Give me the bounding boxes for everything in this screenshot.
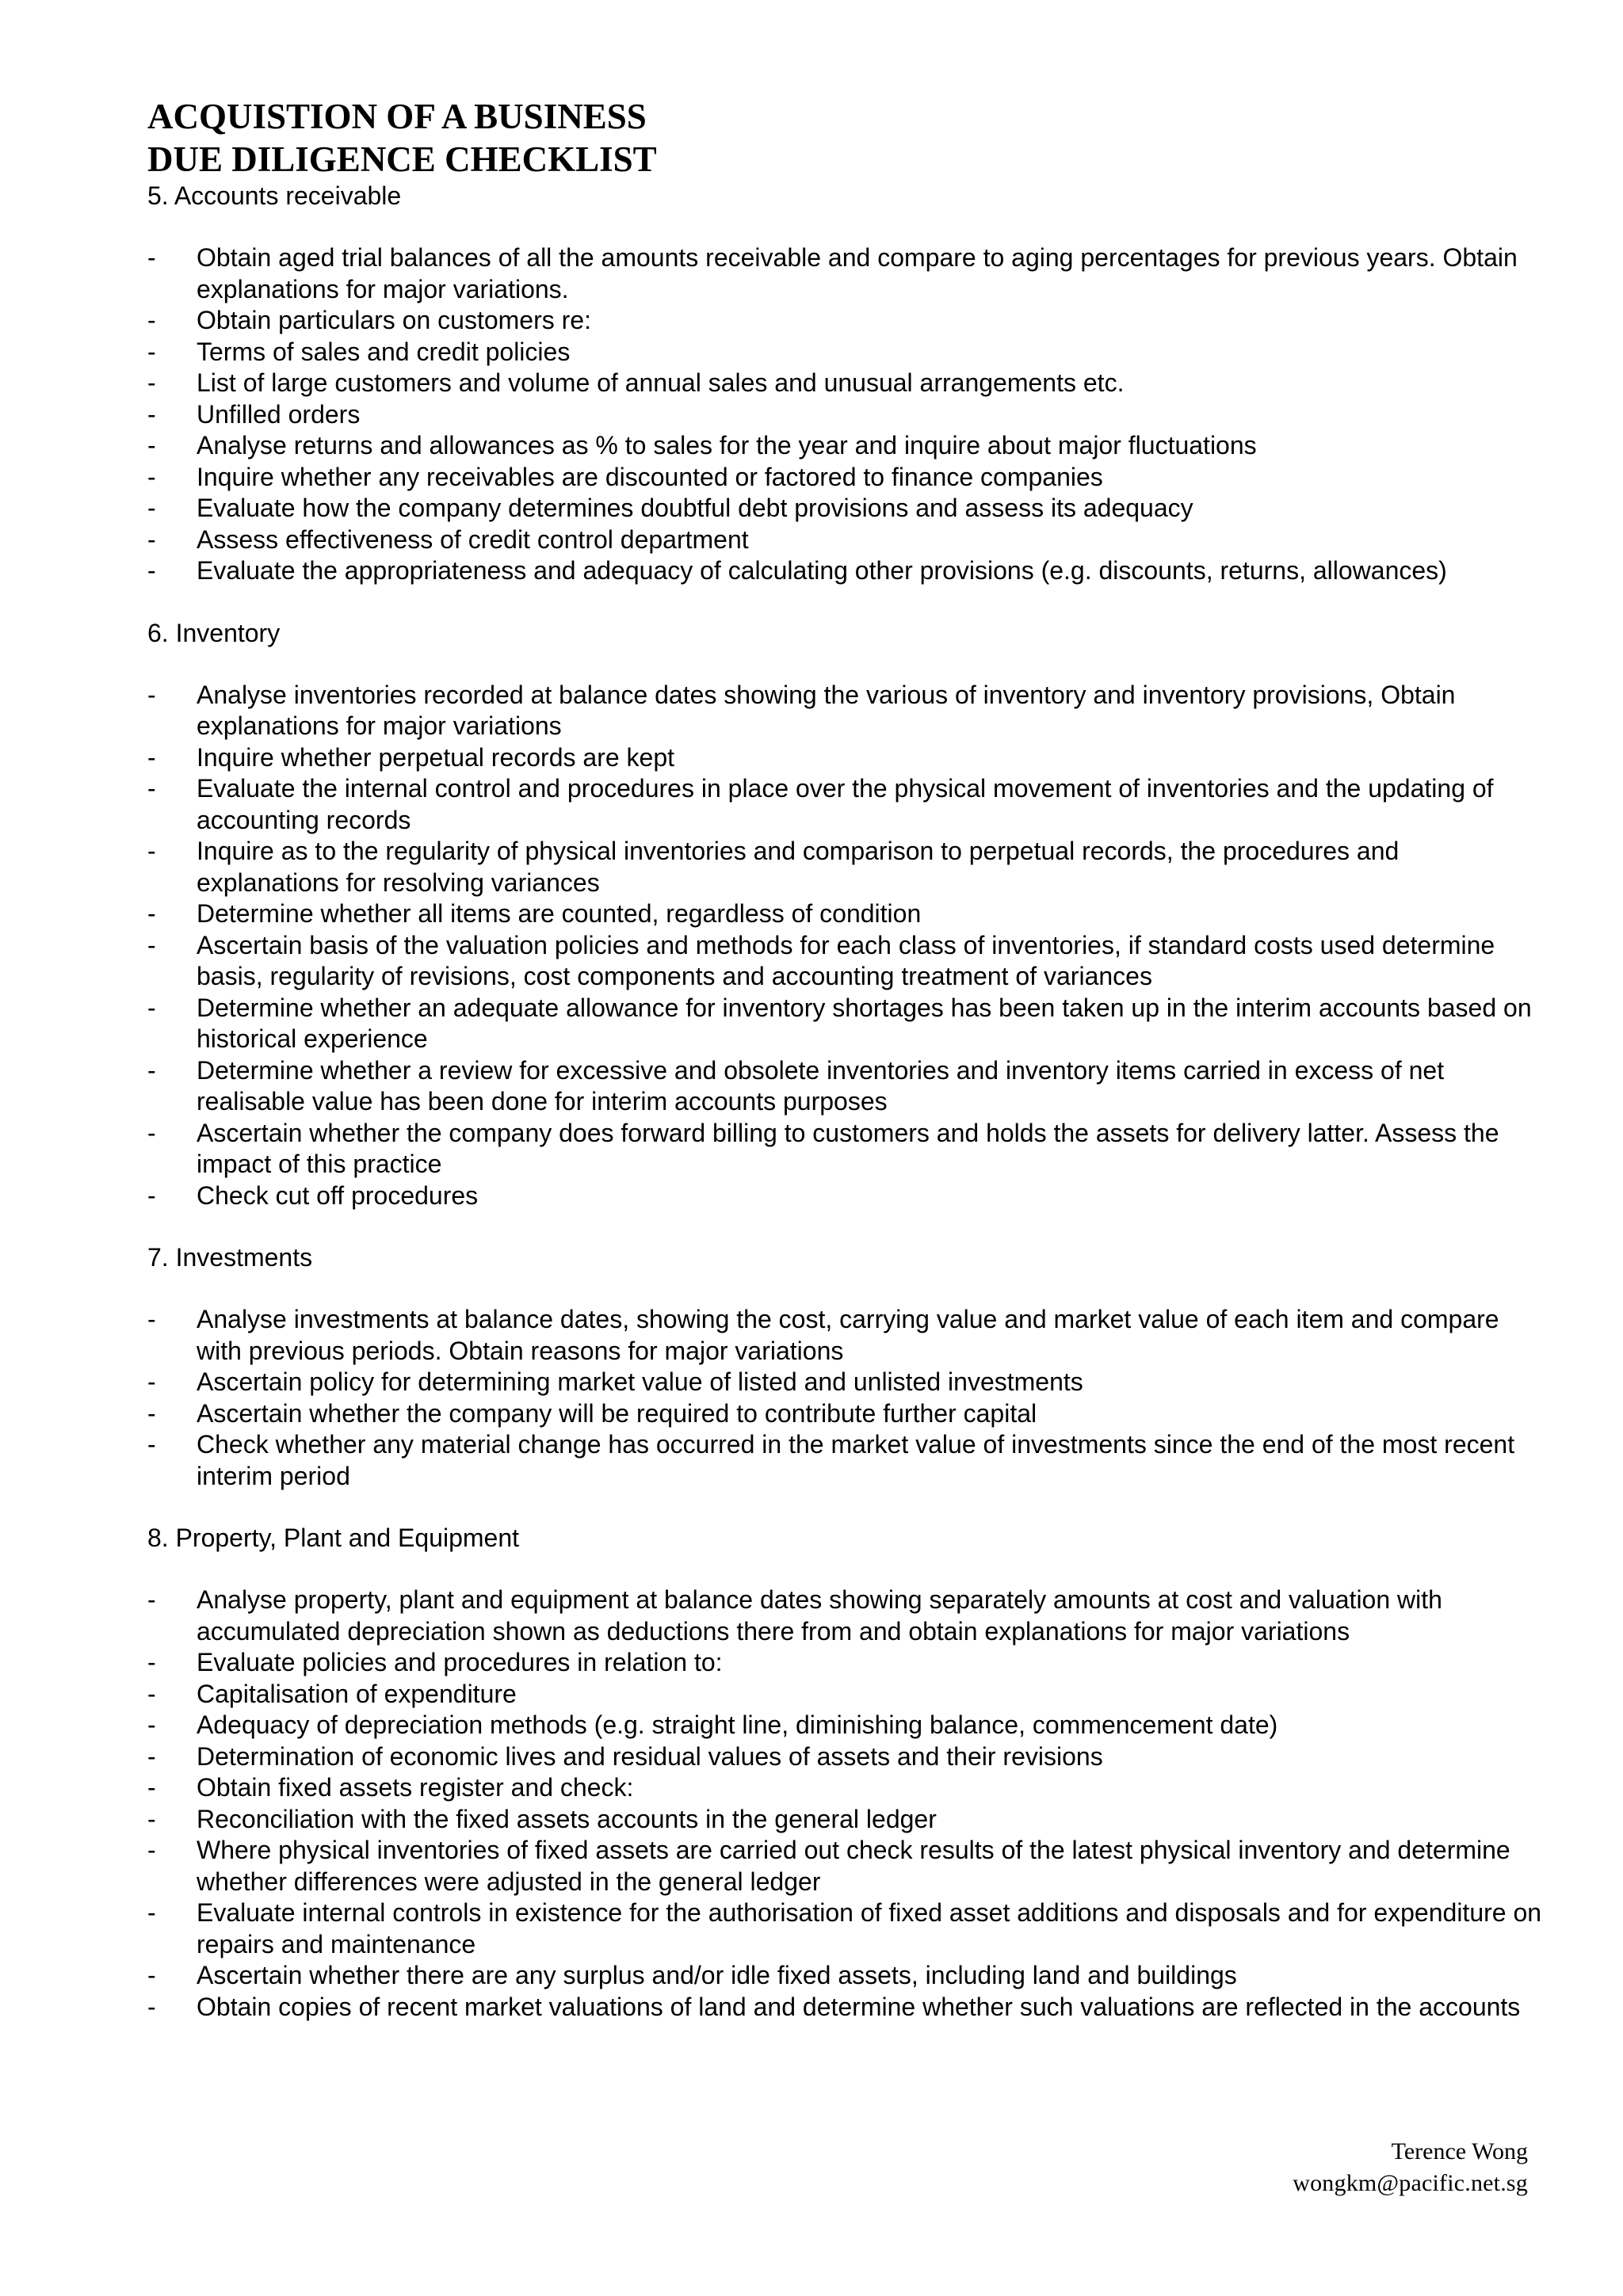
checklist-item bbox=[147, 493, 1542, 524]
bullet-dash: - bbox=[147, 368, 156, 397]
bullet-dash: - bbox=[147, 1055, 156, 1085]
checklist bbox=[147, 1585, 1542, 2023]
checklist-item bbox=[147, 1585, 1542, 1647]
section-heading: 5. Accounts receivable bbox=[147, 181, 402, 210]
checklist-item bbox=[147, 1429, 1542, 1492]
checklist-item-text: Evaluate how the company determines doubtful debt provisions and assess its adequacy bbox=[197, 494, 1193, 522]
checklist-item-text: Evaluate policies and procedures in relation to: bbox=[197, 1648, 723, 1676]
checklist-item-text: Obtain copies of recent market valuations of land and determine whether such valuations are reflected in the accounts bbox=[197, 1992, 1521, 2021]
section-heading: 6. Inventory bbox=[147, 618, 281, 647]
checklist-item-text: Ascertain whether the company will be required to contribute further capital bbox=[197, 1398, 1037, 1428]
bullet-dash: - bbox=[147, 1961, 156, 1989]
checklist-item bbox=[147, 1304, 1542, 1367]
bullet-dash: - bbox=[147, 930, 156, 959]
checklist-item-text: Analyse property, plant and equipment at balance dates showing separately amounts at cost and valuation with accumulated depreciation shown as deductions there from and obtain explanations for major variations bbox=[197, 1585, 1442, 1646]
checklist-item bbox=[147, 1835, 1542, 1897]
bullet-dash: - bbox=[147, 1836, 156, 1864]
checklist-item-text: Analyse inventories recorded at balance dates showing the various of inventory and inventory provisions, Obtain explanations for major variations bbox=[197, 680, 1456, 740]
checklist-item-text: Obtain aged trial balances of all the amounts receivable and compare to aging percentages for previous years. Obtain explanations for major variations. bbox=[197, 243, 1518, 303]
title-line-1: ACQUISTION OF A BUSINESS bbox=[147, 97, 647, 136]
checklist-item bbox=[147, 524, 1542, 556]
bullet-dash: - bbox=[147, 774, 156, 803]
bullet-dash: - bbox=[147, 899, 156, 928]
bullet-dash: - bbox=[147, 1992, 156, 2021]
bullet-dash: - bbox=[147, 1305, 156, 1333]
checklist-item-text: Terms of sales and credit policies bbox=[197, 337, 571, 366]
bullet-dash: - bbox=[147, 524, 156, 554]
checklist-item bbox=[147, 1960, 1542, 1992]
bullet-dash: - bbox=[147, 993, 156, 1022]
checklist-item bbox=[147, 305, 1542, 337]
bullet-dash: - bbox=[147, 1898, 156, 1927]
checklist-item bbox=[147, 773, 1542, 836]
bullet-dash: - bbox=[147, 742, 156, 772]
footer-author: Terence Wong bbox=[1391, 2138, 1528, 2164]
checklist-item-text: Obtain fixed assets register and check: bbox=[197, 1773, 634, 1802]
bullet-dash: - bbox=[147, 337, 156, 366]
document-title bbox=[147, 95, 1542, 181]
bullet-dash: - bbox=[147, 1773, 156, 1802]
checklist-item bbox=[147, 930, 1542, 993]
bullet-dash: - bbox=[147, 1585, 156, 1614]
checklist-item bbox=[147, 680, 1542, 742]
checklist-item bbox=[147, 1180, 1542, 1212]
bullet-dash: - bbox=[147, 431, 156, 460]
checklist-item bbox=[147, 462, 1542, 494]
sections-container bbox=[147, 181, 1542, 2023]
bullet-dash: - bbox=[147, 1741, 156, 1771]
checklist-item bbox=[147, 1398, 1542, 1430]
checklist-item bbox=[147, 1679, 1542, 1711]
checklist-item bbox=[147, 836, 1542, 898]
bullet-dash: - bbox=[147, 1711, 156, 1739]
checklist-item-text: Ascertain policy for determining market value of listed and unlisted investments bbox=[197, 1367, 1083, 1396]
checklist-item-text: Inquire whether perpetual records are kept bbox=[197, 742, 675, 772]
document-page bbox=[147, 95, 1542, 2054]
bullet-dash: - bbox=[147, 243, 156, 272]
checklist-item bbox=[147, 555, 1542, 587]
checklist-item bbox=[147, 1647, 1542, 1679]
section-heading: 7. Investments bbox=[147, 1243, 313, 1272]
bullet-dash: - bbox=[147, 1367, 156, 1396]
checklist bbox=[147, 1304, 1542, 1492]
checklist-item-text: Determine whether all items are counted, regardless of condition bbox=[197, 899, 922, 928]
checklist-item-text: Reconciliation with the fixed assets accounts in the general ledger bbox=[197, 1804, 937, 1833]
checklist-item bbox=[147, 1897, 1542, 1960]
checklist-item bbox=[147, 1710, 1542, 1741]
checklist-item-text: Capitalisation of expenditure bbox=[197, 1679, 517, 1708]
bullet-dash: - bbox=[147, 1648, 156, 1676]
bullet-dash: - bbox=[147, 837, 156, 865]
checklist bbox=[147, 242, 1542, 587]
checklist-item bbox=[147, 430, 1542, 462]
checklist-item bbox=[147, 1804, 1542, 1836]
checklist-item-text: Analyse returns and allowances as % to sales for the year and inquire about major fluctuations bbox=[197, 431, 1257, 460]
checklist-item bbox=[147, 1055, 1542, 1118]
checklist-item bbox=[147, 1772, 1542, 1804]
checklist-item bbox=[147, 1992, 1542, 2023]
checklist-item bbox=[147, 399, 1542, 431]
bullet-dash: - bbox=[147, 399, 156, 429]
checklist-item bbox=[147, 368, 1542, 399]
bullet-dash: - bbox=[147, 680, 156, 709]
checklist-item-text: Evaluate internal controls in existence for the authorisation of fixed asset additions and disposals and for expenditure on repairs and maintenance bbox=[197, 1898, 1542, 1958]
checklist-item bbox=[147, 1118, 1542, 1180]
checklist-item-text: Ascertain basis of the valuation policies and methods for each class of inventories, if standard costs used determine basis, regularity of revisions, cost components and accounting treatment of variances bbox=[197, 930, 1495, 990]
checklist-item-text: List of large customers and volume of annual sales and unusual arrangements etc. bbox=[197, 368, 1125, 397]
checklist-item-text: Ascertain whether there are any surplus and/or idle fixed assets, including land and buildings bbox=[197, 1961, 1237, 1989]
checklist-item-text: Check whether any material change has occurred in the market value of investments since the end of the most recent interim period bbox=[197, 1430, 1515, 1490]
checklist-item bbox=[147, 1741, 1542, 1773]
checklist-item-text: Assess effectiveness of credit control department bbox=[197, 524, 749, 554]
checklist-item-text: Check cut off procedures bbox=[197, 1180, 479, 1210]
bullet-dash: - bbox=[147, 1430, 156, 1459]
checklist-item bbox=[147, 337, 1542, 368]
checklist-item bbox=[147, 898, 1542, 930]
checklist-item-text: Where physical inventories of fixed assets are carried out check results of the latest physical inventory and determine whether differences were adjusted in the general ledger bbox=[197, 1836, 1510, 1896]
checklist-item-text: Determination of economic lives and residual values of assets and their revisions bbox=[197, 1741, 1103, 1771]
checklist-item-text: Unfilled orders bbox=[197, 399, 361, 429]
bullet-dash: - bbox=[147, 1118, 156, 1147]
footer-email: wongkm@pacific.net.sg bbox=[1293, 2170, 1528, 2196]
footer bbox=[1293, 2136, 1528, 2199]
checklist-item-text: Obtain particulars on customers re: bbox=[197, 306, 591, 334]
section-heading: 8. Property, Plant and Equipment bbox=[147, 1524, 520, 1552]
checklist-item bbox=[147, 993, 1542, 1055]
title-line-2: DUE DILIGENCE CHECKLIST bbox=[147, 139, 657, 179]
bullet-dash: - bbox=[147, 556, 156, 585]
checklist-item-text: Ascertain whether the company does forward billing to customers and holds the assets for delivery latter. Assess the impact of this practice bbox=[197, 1118, 1499, 1178]
bullet-dash: - bbox=[147, 462, 156, 491]
checklist bbox=[147, 680, 1542, 1212]
bullet-dash: - bbox=[147, 1180, 156, 1210]
bullet-dash: - bbox=[147, 306, 156, 334]
checklist-item-text: Adequacy of depreciation methods (e.g. straight line, diminishing balance, commencement date) bbox=[197, 1711, 1278, 1739]
bullet-dash: - bbox=[147, 1804, 156, 1833]
checklist-item-text: Analyse investments at balance dates, showing the cost, carrying value and market value of each item and compare with previous periods. Obtain reasons for major variations bbox=[197, 1305, 1499, 1365]
checklist-item bbox=[147, 1367, 1542, 1398]
checklist-item-text: Inquire as to the regularity of physical inventories and comparison to perpetual records, the procedures and explanations for resolving variances bbox=[197, 837, 1400, 897]
checklist-item-text: Determine whether an adequate allowance for inventory shortages has been taken up in the interim accounts based on historical experience bbox=[197, 993, 1532, 1053]
checklist-item-text: Determine whether a review for excessive and obsolete inventories and inventory items carried in excess of net realisable value has been done for interim accounts purposes bbox=[197, 1055, 1445, 1116]
checklist-item-text: Evaluate the internal control and procedures in place over the physical movement of inventories and the updating of accounting records bbox=[197, 774, 1494, 834]
checklist-item bbox=[147, 742, 1542, 774]
checklist-item-text: Evaluate the appropriateness and adequacy of calculating other provisions (e.g. discounts, returns, allowances) bbox=[197, 556, 1447, 585]
bullet-dash: - bbox=[147, 1398, 156, 1428]
checklist-item bbox=[147, 242, 1542, 305]
bullet-dash: - bbox=[147, 1679, 156, 1708]
checklist-item-text: Inquire whether any receivables are discounted or factored to finance companies bbox=[197, 462, 1103, 491]
bullet-dash: - bbox=[147, 494, 156, 522]
